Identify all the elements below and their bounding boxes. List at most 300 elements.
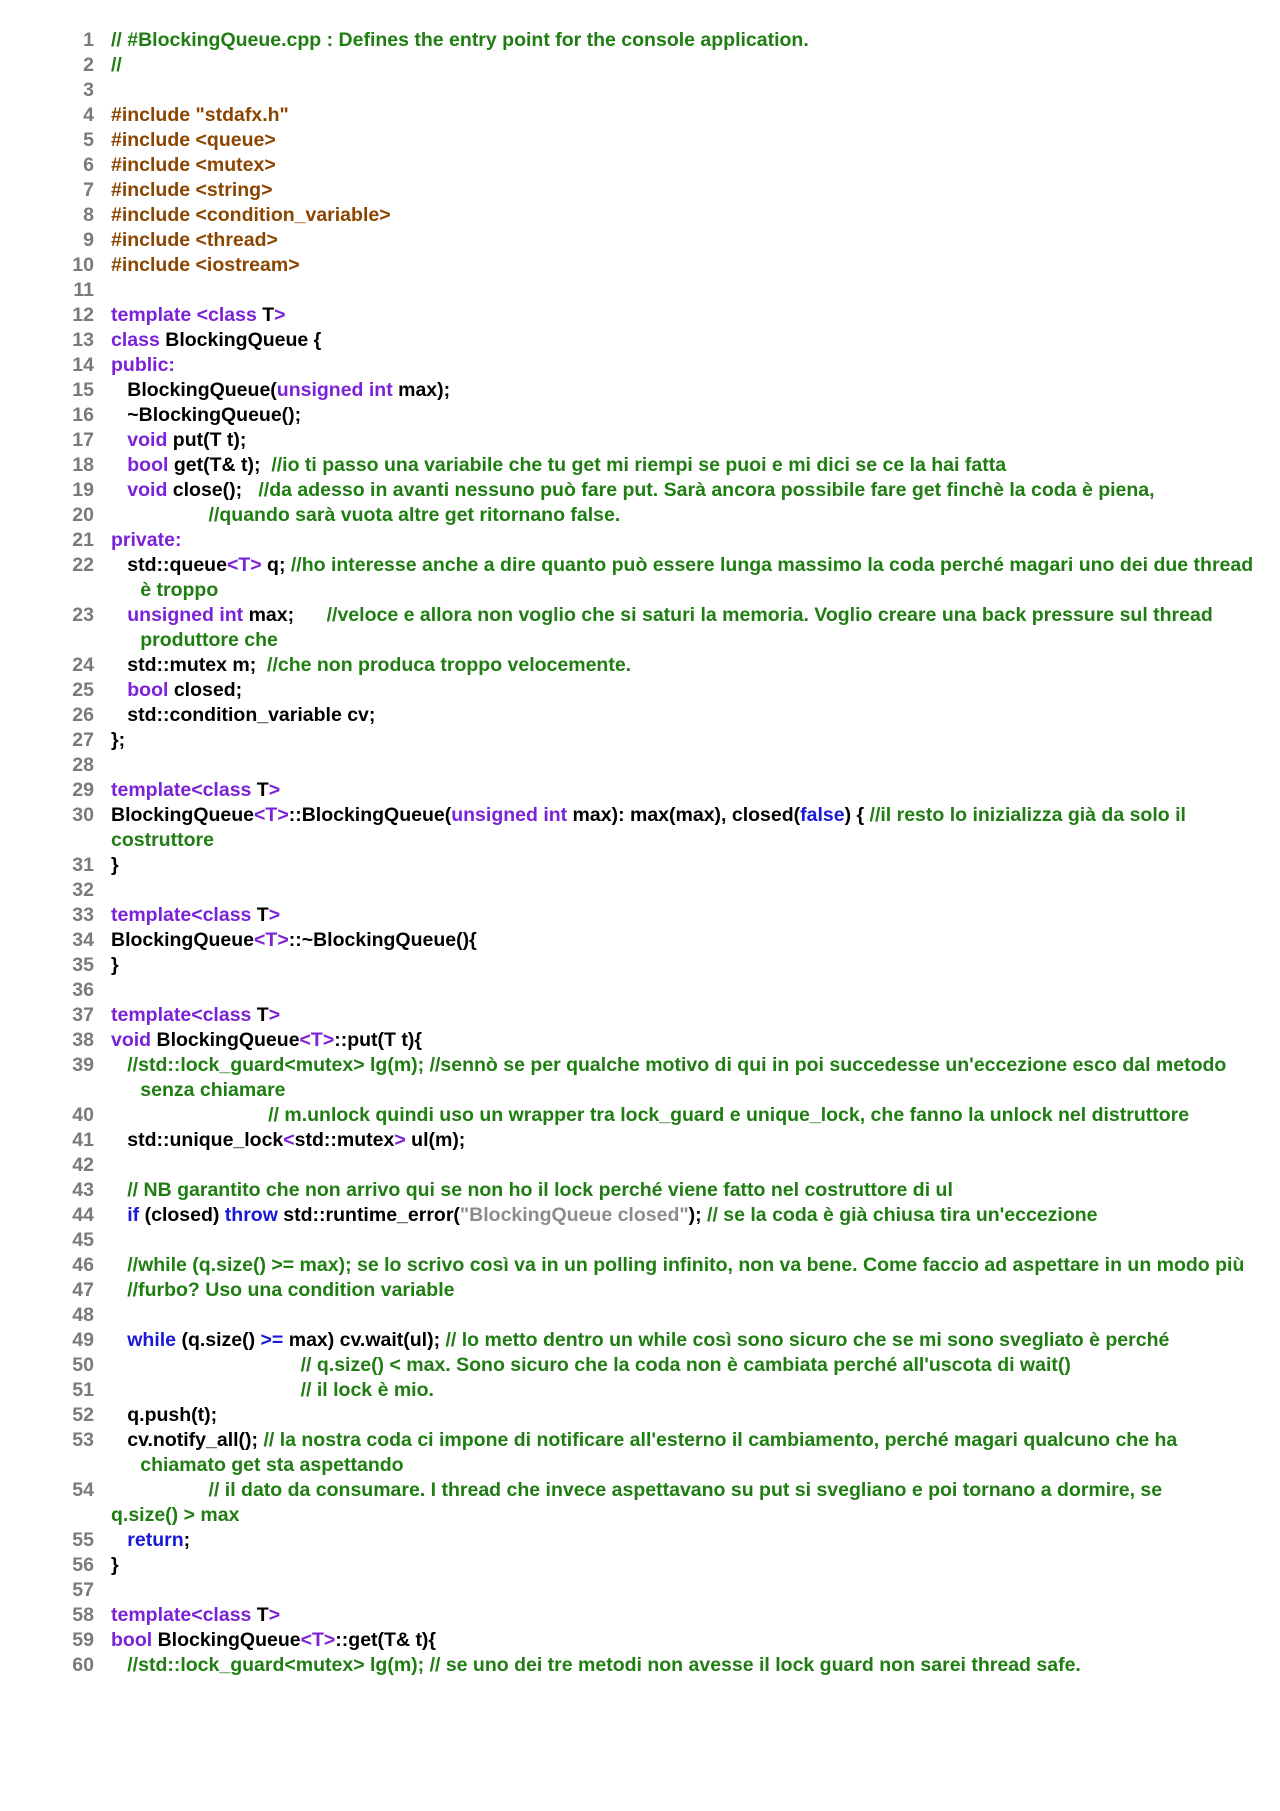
code-token: //quando sarà vuota altre get ritornano false. [111,504,621,526]
code-text [111,1028,1233,1053]
code-token: max); [392,379,451,401]
code-token: q.push(t); [111,1404,218,1426]
code-text [111,853,1233,878]
code-token: > [394,1129,406,1151]
code-text [111,228,1233,253]
code-line [0,728,1280,753]
code-line [0,703,1280,728]
code-text [111,278,1233,303]
code-token: #include <string> [111,179,273,201]
line-number: 49 [72,1329,94,1351]
code-token: (closed) [139,1204,225,1226]
code-token: //il resto lo inizializza già da solo il costruttore [111,804,1192,851]
code-token [111,604,127,626]
code-line [0,428,1280,453]
code-token: ) { [844,804,870,826]
code-token: //io ti passo una variabile che tu get mi riempi se puoi e mi dici se ce la hai fatta [271,454,1007,476]
code-token: max) cv.wait(ul); [283,1329,446,1351]
code-line [0,1003,1280,1028]
code-text [111,1528,1262,1553]
code-token: if [127,1204,140,1226]
code-text [111,778,1233,803]
line-number: 4 [83,104,94,126]
code-token: #include <mutex> [111,154,276,176]
code-text [111,1203,1262,1228]
code-token [111,1054,127,1076]
code-token: // m.unlock quindi uso un wrapper tra lock_guard e unique_lock, che fanno la unlock nel distruttore [111,1104,1190,1126]
code-text [111,403,1262,428]
code-text [111,128,1233,153]
code-token: ); [688,1204,708,1226]
code-token: // la nostra coda ci impone di notificare all'esterno il cambiamento, perché magari qualcuno che ha chiamato get sta aspettando [140,1429,1183,1476]
code-token: } [111,1554,119,1576]
code-line [0,478,1280,503]
code-token: <class [191,779,252,801]
code-text [111,78,1233,103]
code-line [0,328,1280,353]
code-text [111,1178,1262,1203]
code-line [0,928,1280,953]
code-token: <class [191,904,252,926]
line-number: 28 [72,754,94,776]
code-token: q; [261,554,291,576]
line-number: 26 [72,704,94,726]
code-token: T [256,304,275,326]
code-token: <class [191,1604,252,1626]
code-line [0,1153,1280,1178]
code-text [111,1153,1233,1178]
code-text [111,178,1233,203]
code-token: while [127,1329,177,1351]
code-text [111,703,1262,728]
code-text [111,1428,1262,1478]
code-line [0,1053,1280,1103]
code-token: T [251,779,269,801]
code-token: // il dato da consumare. I thread che invece aspettavano su put si svegliano e poi tornano a dormire, se q.size() > max [111,1479,1168,1526]
code-line [0,1553,1280,1578]
line-number: 21 [72,529,94,551]
code-token [111,1204,127,1226]
code-token: BlockingQueue [111,804,255,826]
code-token: //while (q.size() >= max); se lo scrivo così va in un polling infinito, non va bene. Come faccio ad aspettare in un modo più [127,1254,1245,1276]
code-token: // q.size() < max. Sono sicuro che la coda non è cambiata perché all'uscota di wait() [111,1354,1071,1376]
code-token: BlockingQueue [152,1629,301,1651]
code-text [111,728,1233,753]
line-number: 24 [72,654,94,676]
code-token: unsigned int [276,379,393,401]
code-token: //da adesso in avanti nessuno può fare put. Sarà ancora possibile fare get finchè la coda è piena, [258,479,1155,501]
code-token [111,1254,127,1276]
line-number: 16 [72,404,94,426]
line-number: 13 [72,329,94,351]
code-token [111,1279,127,1301]
code-text [111,1228,1233,1253]
code-text [111,803,1233,853]
code-token: //std::lock_guard<mutex> lg(m); // se uno dei tre metodi non avesse il lock guard non sarei thread safe. [127,1654,1081,1676]
line-number: 15 [72,379,94,401]
code-token [111,479,127,501]
code-token: max): max(max), closed( [567,804,801,826]
code-token: // se la coda è già chiusa tira un'eccezione [707,1204,1098,1226]
code-text [111,553,1262,603]
code-line [0,28,1280,53]
code-token: < [283,1129,295,1151]
code-text [111,328,1233,353]
code-token: cv.notify_all(); [111,1429,264,1451]
code-token [111,454,127,476]
code-token: // lo metto dentro un while così sono sicuro che se mi sono svegliato è perché [445,1329,1170,1351]
code-line [0,878,1280,903]
line-number: 9 [83,229,94,251]
code-line [0,1128,1280,1153]
code-text [111,753,1233,778]
code-line [0,678,1280,703]
code-text [111,1303,1233,1328]
code-token [111,679,127,701]
code-text [111,453,1262,478]
code-text [111,1278,1262,1303]
code-token: (q.size() [176,1329,261,1351]
code-token: private: [111,529,182,551]
code-line [0,653,1280,678]
code-text [111,503,1233,528]
code-token: > [268,1604,281,1626]
code-token: std::queue [111,554,227,576]
code-line [0,1403,1280,1428]
code-line [0,128,1280,153]
code-line [0,753,1280,778]
line-number: 6 [83,154,94,176]
line-number: 38 [72,1029,94,1051]
code-text [111,903,1233,928]
code-text [111,1253,1262,1278]
code-token: <T> [254,929,289,951]
code-text [111,1053,1262,1103]
code-text [111,1403,1262,1428]
code-line [0,1578,1280,1603]
line-number: 5 [83,129,94,151]
line-number: 57 [72,1579,94,1601]
code-token: // #BlockingQueue.cpp : Defines the entry point for the console application. [111,29,809,51]
line-number: 56 [72,1554,94,1576]
code-text [111,1353,1233,1378]
code-line [0,903,1280,928]
line-number: 8 [83,204,94,226]
line-number: 58 [72,1604,94,1626]
line-number: 55 [72,1529,94,1551]
line-number: 53 [72,1429,94,1451]
code-line [0,978,1280,1003]
line-number: 43 [72,1179,94,1201]
code-token: }; [111,729,126,751]
code-token: template [111,1004,192,1026]
code-line [0,553,1280,603]
line-number: 17 [72,429,94,451]
code-line [0,103,1280,128]
code-token: void [127,479,168,501]
code-token: void [127,429,168,451]
line-number: 44 [72,1204,94,1226]
code-token: template [111,779,192,801]
code-token: <T> [300,1629,336,1651]
code-text [111,53,1233,78]
line-number: 22 [72,554,94,576]
code-line [0,1428,1280,1478]
code-text [111,253,1233,278]
line-number: 7 [83,179,94,201]
line-number: 41 [72,1129,94,1151]
line-number: 25 [72,679,94,701]
code-line [0,78,1280,103]
line-number: 51 [72,1379,94,1401]
line-number: 14 [72,354,94,376]
line-number: 47 [72,1279,94,1301]
code-token: ::get(T& t){ [335,1629,437,1651]
line-number: 45 [72,1229,94,1251]
line-number: 42 [72,1154,94,1176]
code-line [0,1103,1280,1128]
code-token: //furbo? Uso una condition variable [127,1279,455,1301]
code-text [111,678,1262,703]
code-token: "BlockingQueue closed" [459,1204,689,1226]
line-number: 60 [72,1654,94,1676]
line-number: 20 [72,504,94,526]
code-text [111,1553,1233,1578]
code-token [111,1529,127,1551]
line-number: 59 [72,1629,94,1651]
code-token: BlockingQueue( [111,379,277,401]
code-text [111,428,1262,453]
code-token: template [111,304,192,326]
line-number: 1 [83,29,94,51]
code-token [111,1179,127,1201]
code-text [111,28,1233,53]
code-token: > [268,779,281,801]
line-number: 37 [72,1004,94,1026]
line-number: 23 [72,604,94,626]
code-token: get(T& t); [168,454,272,476]
code-token: max; [243,604,327,626]
code-text [111,353,1233,378]
code-token: bool [127,679,169,701]
code-token: bool [127,454,169,476]
code-text [111,1003,1233,1028]
code-text [111,1328,1262,1353]
line-number: 30 [72,804,94,826]
code-text [111,1378,1233,1403]
line-number: 50 [72,1354,94,1376]
code-line [0,278,1280,303]
code-token: BlockingQueue [111,929,255,951]
code-line [0,1328,1280,1353]
code-line [0,1528,1280,1553]
code-line [0,453,1280,478]
code-token: ::~BlockingQueue(){ [288,929,477,951]
code-line [0,303,1280,328]
code-line [0,253,1280,278]
code-text [111,1628,1233,1653]
code-text [111,103,1233,128]
code-text [111,528,1233,553]
code-token: unsigned int [127,604,244,626]
code-token: #include <thread> [111,229,278,251]
code-line [0,1303,1280,1328]
code-token: > [268,1004,281,1026]
code-listing [0,28,1280,1678]
code-line [0,178,1280,203]
code-text [111,978,1233,1003]
code-token: ul(m); [405,1129,466,1151]
code-token: T [251,904,269,926]
code-token: } [111,954,119,976]
code-line [0,1228,1280,1253]
line-number: 2 [83,54,94,76]
code-line [0,53,1280,78]
code-line [0,1028,1280,1053]
code-token: // NB garantito che non arrivo qui se non ho il lock perché viene fatto nel costruttore di ul [127,1179,953,1201]
code-token: <class [191,1004,252,1026]
line-number: 27 [72,729,94,751]
code-token: ; [183,1529,191,1551]
code-line [0,803,1280,853]
code-token: std::runtime_error( [277,1204,460,1226]
code-line [0,853,1280,878]
code-line [0,503,1280,528]
line-number: 29 [72,779,94,801]
code-token: //ho interesse anche a dire quanto può essere lunga massimo la coda perché magari uno dei due thread è troppo [140,554,1259,601]
line-number: 10 [72,254,94,276]
code-token: put(T t); [167,429,247,451]
code-line [0,528,1280,553]
code-token: <T> [299,1029,335,1051]
line-number: 11 [73,279,94,301]
code-token: std::mutex [294,1129,395,1151]
line-number: 3 [83,79,94,101]
line-number: 46 [72,1254,94,1276]
line-number: 39 [72,1054,94,1076]
code-token [111,1329,127,1351]
code-line [0,1653,1280,1678]
line-number: 35 [72,954,94,976]
code-text [111,953,1233,978]
code-token: void [111,1029,152,1051]
line-number: 36 [72,979,94,1001]
code-token: close(); [167,479,259,501]
line-number: 12 [72,304,94,326]
code-token: <class [196,304,257,326]
code-token: T [251,1004,269,1026]
code-token [111,429,127,451]
code-line [0,1478,1280,1528]
line-number: 54 [72,1479,94,1501]
code-token: T [251,1604,269,1626]
code-token: unsigned int [451,804,568,826]
code-line [0,1378,1280,1403]
code-token: //std::lock_guard<mutex> lg(m); //sennò se per qualche motivo di qui in poi succedesse un'eccezione esco dal metodo senza chiamare [127,1054,1232,1101]
code-line [0,378,1280,403]
code-token: #include <iostream> [111,254,300,276]
code-line [0,1278,1280,1303]
line-number: 32 [72,879,94,901]
code-line [0,353,1280,378]
code-token: closed; [168,679,243,701]
line-number: 18 [72,454,94,476]
code-token: #include <queue> [111,129,276,151]
line-number: 19 [72,479,94,501]
code-text [111,1103,1233,1128]
code-text [111,203,1233,228]
code-line [0,778,1280,803]
code-line [0,1253,1280,1278]
code-token: class [111,329,160,351]
line-number: 31 [72,854,94,876]
code-line [0,228,1280,253]
code-token: BlockingQueue [151,1029,300,1051]
code-token: >= [260,1329,284,1351]
code-text [111,378,1262,403]
code-line [0,203,1280,228]
code-token: #include <condition_variable> [111,204,391,226]
code-token: std::condition_variable cv; [111,704,376,726]
code-line [0,603,1280,653]
code-token: ::BlockingQueue( [288,804,452,826]
code-token: > [274,304,286,326]
code-token: ~BlockingQueue(); [111,404,302,426]
line-number: 40 [72,1104,94,1126]
code-token: public: [111,354,175,376]
code-line [0,1628,1280,1653]
code-token: template [111,904,192,926]
code-line [0,1603,1280,1628]
code-text [111,1578,1233,1603]
line-number: 34 [72,929,94,951]
line-number: 48 [72,1304,94,1326]
line-number: 52 [72,1404,94,1426]
code-token: bool [111,1629,153,1651]
code-token: } [111,854,119,876]
code-token: std::unique_lock [111,1129,284,1151]
code-token: std::mutex m; [111,654,268,676]
code-text [111,478,1262,503]
code-text [111,1478,1233,1528]
line-number: 33 [72,904,94,926]
code-line [0,1203,1280,1228]
code-token: throw [224,1204,278,1226]
code-token: <T> [226,554,262,576]
code-token: false [800,804,845,826]
code-token: // [111,54,122,76]
code-text [111,603,1262,653]
code-text [111,653,1262,678]
code-token: template [111,1604,192,1626]
code-text [111,303,1233,328]
code-token: //che non produca troppo velocemente. [267,654,632,676]
code-line [0,403,1280,428]
code-token: ::put(T t){ [334,1029,422,1051]
code-token: <T> [254,804,289,826]
code-token: return [127,1529,184,1551]
code-token: //veloce e allora non voglio che si saturi la memoria. Voglio creare una back pressure sul thread produttore che [140,604,1219,651]
code-text [111,1128,1262,1153]
code-token: BlockingQueue { [159,329,322,351]
code-text [111,928,1233,953]
code-text [111,153,1233,178]
code-text [111,878,1233,903]
code-line [0,1353,1280,1378]
code-token: #include "stdafx.h" [111,104,289,126]
code-line [0,1178,1280,1203]
code-token [111,1654,127,1676]
